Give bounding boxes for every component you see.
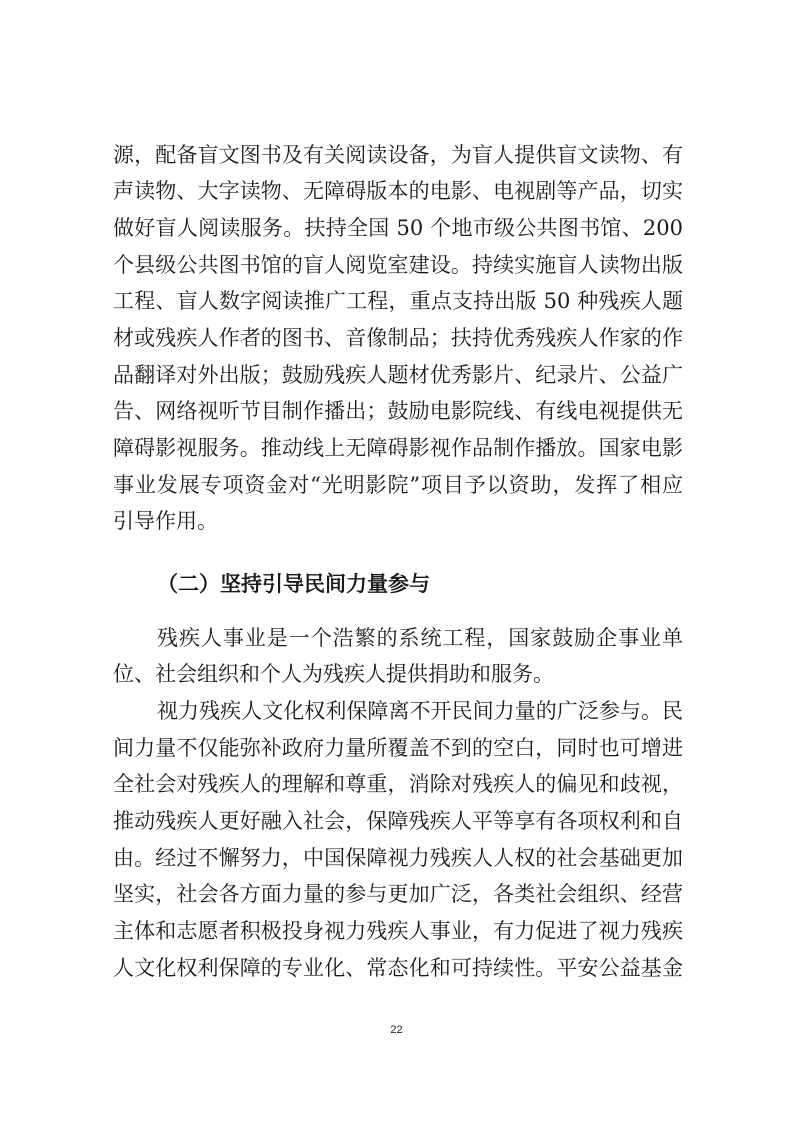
page-number: 22 — [390, 1024, 403, 1036]
paragraph-line: 由。经过不懈努力，中国保障视力残疾人人权的社会基础更加 — [113, 846, 683, 870]
paragraph-line: 事业发展专项资金对“光明影院”项目予以资助，发挥了相应 — [113, 473, 683, 497]
paragraph-line: 告、网络视听节目制作播出；鼓励电影院线、有线电视提供无 — [113, 399, 683, 423]
paragraph-line: 全社会对残疾人的理解和尊重，消除对残疾人的偏见和歧视， — [113, 772, 683, 796]
paragraph-line: 工程、盲人数字阅读推广工程，重点支持出版 50 种残疾人题 — [113, 289, 683, 313]
paragraph-line: 源，配备盲文图书及有关阅读设备，为盲人提供盲文读物、有 — [113, 143, 683, 167]
paragraph-line: 做好盲人阅读服务。扶持全国 50 个地市级公共图书馆、200 — [113, 216, 683, 240]
paragraph-line: 推动残疾人更好融入社会，保障残疾人平等享有各项权利和自 — [113, 809, 683, 833]
paragraph-line: 声读物、大字读物、无障碍版本的电影、电视剧等产品，切实 — [113, 179, 683, 203]
paragraph-line: 残疾人事业是一个浩繁的系统工程，国家鼓励企事业单 — [157, 626, 683, 650]
paragraph-line: 品翻译对外出版；鼓励残疾人题材优秀影片、纪录片、公益广 — [113, 363, 683, 387]
paragraph-line: 人文化权利保障的专业化、常态化和可持续性。平安公益基金 — [113, 956, 683, 980]
paragraph-line: 坚实，社会各方面力量的参与更加广泛，各类社会组织、经营 — [113, 882, 683, 906]
paragraph-line: 障碍影视服务。推动线上无障碍影视作品制作播放。国家电影 — [113, 436, 683, 460]
section-heading: （二）坚持引导民间力量参与 — [157, 572, 430, 596]
paragraph-line: 材或残疾人作者的图书、音像制品；扶持优秀残疾人作家的作 — [113, 326, 683, 350]
paragraph-line: 主体和志愿者积极投身视力残疾人事业，有力促进了视力残疾 — [113, 919, 683, 943]
paragraph-line: 引导作用。 — [113, 509, 218, 533]
paragraph-line: 视力残疾人文化权利保障离不开民间力量的广泛参与。民 — [157, 699, 683, 723]
paragraph-line: 个县级公共图书馆的盲人阅览室建设。持续实施盲人读物出版 — [113, 253, 683, 277]
paragraph-line: 间力量不仅能弥补政府力量所覆盖不到的空白，同时也可增进 — [113, 736, 683, 760]
paragraph-line: 位、社会组织和个人为残疾人提供捐助和服务。 — [113, 662, 554, 686]
